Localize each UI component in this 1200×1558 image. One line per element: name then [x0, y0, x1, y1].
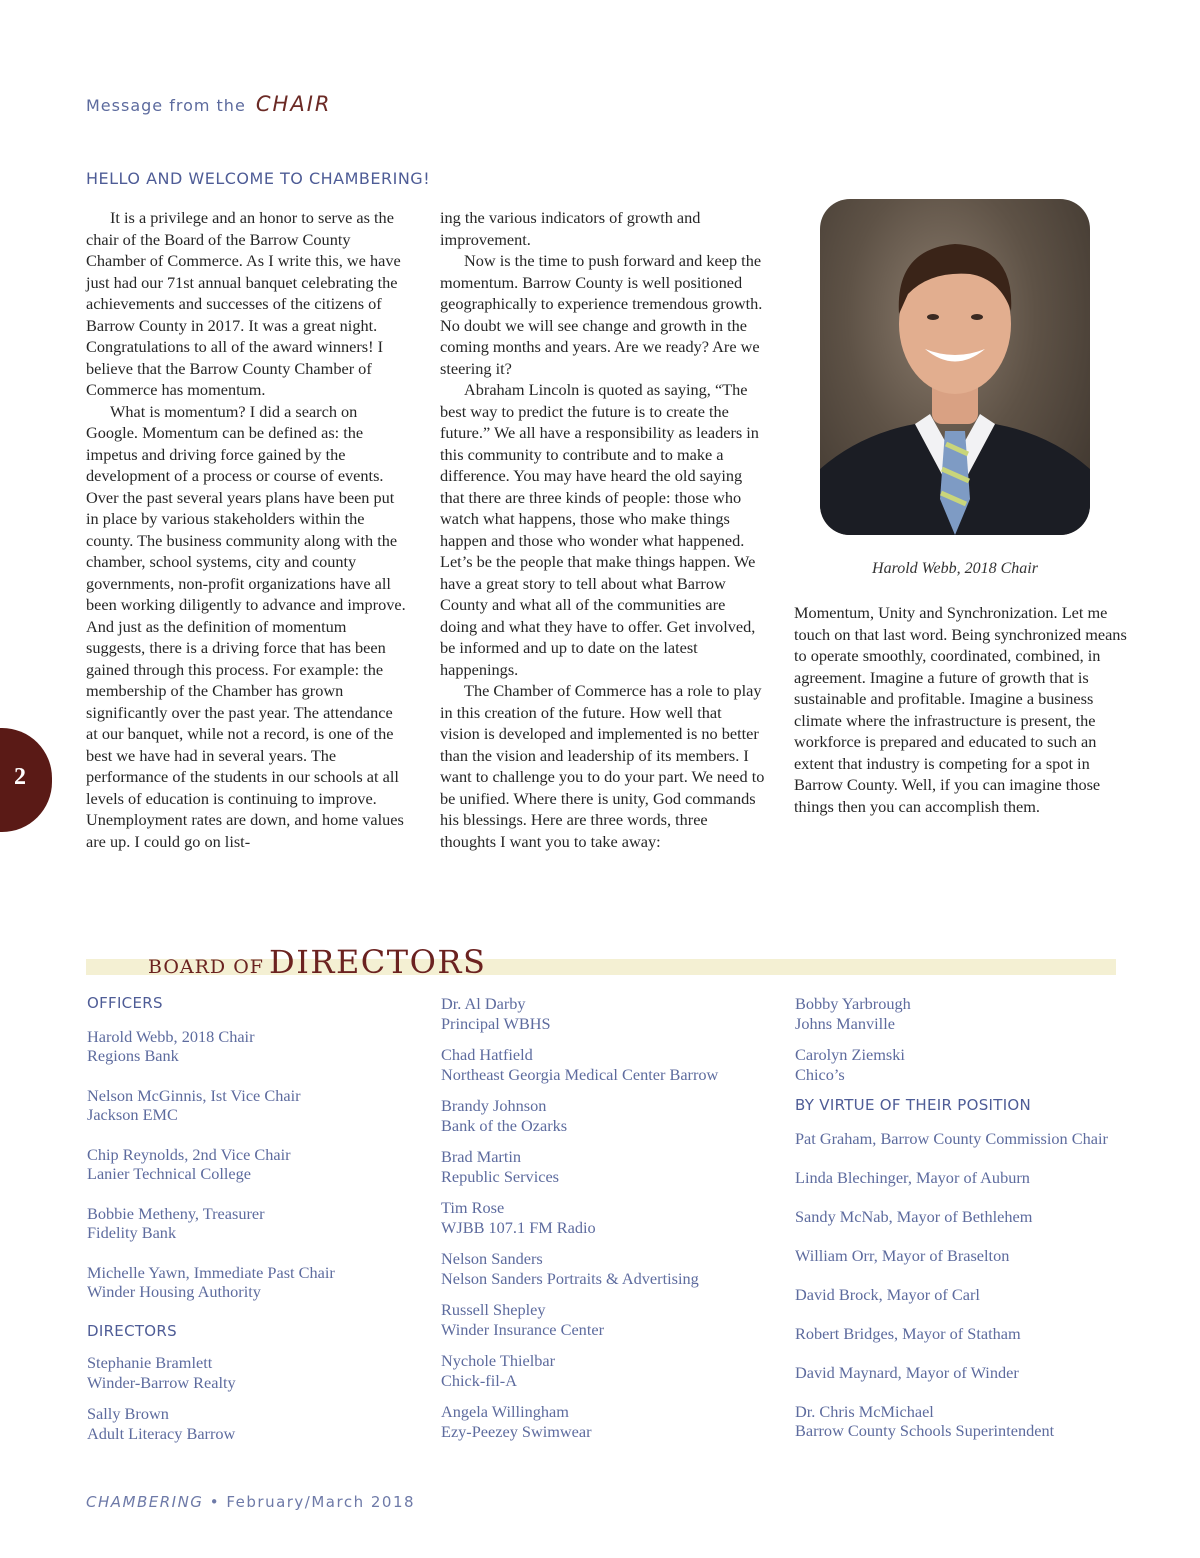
- officer-entry: [87, 1204, 417, 1243]
- officer-name: Michelle Yawn, Immediate Past Chair: [87, 1262, 335, 1282]
- kicker-emphasis: CHAIR: [255, 92, 332, 116]
- officer-entry: [87, 1027, 417, 1066]
- board-column-2: [441, 994, 771, 1441]
- kicker-text: Message from the: [86, 96, 246, 115]
- director-name: Tim Rose: [441, 1198, 505, 1217]
- director-org: Winder Insurance Center: [441, 1319, 604, 1339]
- chair-portrait-photo: [820, 199, 1090, 535]
- director-entry: [441, 994, 771, 1033]
- director-name: Sally Brown: [87, 1404, 169, 1423]
- director-entry: [795, 994, 1135, 1033]
- directors-label: DIRECTORS: [87, 1321, 177, 1340]
- director-name: Brandy Johnson: [441, 1096, 547, 1115]
- superintendent-name: Dr. Chris McMichael: [795, 1401, 934, 1421]
- director-org: Republic Services: [441, 1166, 560, 1186]
- page-number: 2: [14, 764, 26, 790]
- director-name: Angela Willingham: [441, 1402, 569, 1421]
- article-column-3: [794, 602, 1129, 817]
- issue-date: February/March 2018: [226, 1493, 416, 1511]
- virtue-entry: Sandy McNab, Mayor of Bethlehem: [795, 1206, 1033, 1226]
- director-entry: [441, 1147, 771, 1186]
- director-name: Carolyn Ziemski: [795, 1045, 905, 1064]
- director-org: Adult Literacy Barrow: [87, 1423, 236, 1443]
- page-number-tab: [0, 728, 52, 832]
- director-name: Nychole Thielbar: [441, 1351, 556, 1370]
- director-entry: [795, 1045, 1135, 1084]
- section-kicker: [86, 92, 332, 116]
- director-name: Brad Martin: [441, 1147, 522, 1166]
- article-column-1: [86, 207, 406, 852]
- officer-name: Harold Webb, 2018 Chair: [87, 1026, 255, 1046]
- director-name: Nelson Sanders: [441, 1249, 543, 1268]
- director-name: Bobby Yarbrough: [795, 994, 911, 1013]
- article-headline: HELLO AND WELCOME TO CHAMBERING!: [86, 169, 431, 188]
- paragraph: The Chamber of Commerce has a role to play in this creation of the future. How well that vision is developed and implemented is no better than the vision and leadership of its members. I want to challenge you to do your part. We need to be unified. Where there is unity, God commands his blessings. Here are three words, three thoughts I want you to take away:: [440, 681, 765, 851]
- officer-entry: [87, 1263, 417, 1302]
- director-entry: [441, 1249, 771, 1288]
- virtue-entry: David Brock, Mayor of Carl: [795, 1284, 980, 1304]
- board-title-big: DIRECTORS: [269, 943, 487, 981]
- director-org: Principal WBHS: [441, 1013, 551, 1033]
- director-entry: [441, 1300, 771, 1339]
- officer-entry: [87, 1086, 417, 1125]
- officers-label: OFFICERS: [87, 994, 163, 1012]
- board-title: [148, 943, 486, 981]
- paragraph: Now is the time to push forward and keep the momentum. Barrow County is well positioned geographically to experience tremendous growth. No doubt we will see change and growth in the coming months and years. Are we ready? Are we steering it?: [440, 251, 763, 378]
- photo-caption: Harold Webb, 2018 Chair: [872, 560, 1038, 577]
- director-org: Winder-Barrow Realty: [87, 1372, 236, 1392]
- officer-entry: [87, 1145, 417, 1184]
- director-org: WJBB 107.1 FM Radio: [441, 1217, 596, 1237]
- officer-name: Chip Reynolds, 2nd Vice Chair: [87, 1144, 291, 1164]
- officer-org: Winder Housing Authority: [87, 1282, 261, 1301]
- director-entry: [87, 1353, 417, 1392]
- superintendent-org: Barrow County Schools Superintendent: [795, 1421, 1055, 1440]
- director-entry: [87, 1404, 417, 1443]
- paragraph: Abraham Lincoln is quoted as saying, “The best way to predict the future is to create the future.” We all have a responsibility as leaders in this community to contribute and to make a difference. You may have heard the old saying that there are three kinds of people: those who watch what happens, those who make things happen and those who wonder what happened. Let’s be the people that make things happen. We have a great story to tell about what Barrow County and what all of the communities are doing and what they have to offer. Get involved, be informed and up to date on the latest happenings.: [440, 380, 759, 679]
- superintendent-entry: [795, 1402, 1135, 1441]
- paragraph: It is a privilege and an honor to serve as the chair of the Board of the Barrow County Chamber of Commerce. As I write this, we have just had our 71st annual banquet celebrating the achievements and successes of the citizens of Barrow County in 2017. It was a great night. Congratulations to all of the award winners! I believe that the Barrow County Chamber of Commerce has momentum.: [86, 208, 401, 399]
- director-entry: [441, 1402, 771, 1441]
- officer-name: Bobbie Metheny, Treasurer: [87, 1203, 265, 1223]
- director-org: Ezy-Peezey Swimwear: [441, 1421, 592, 1441]
- virtue-entry: Pat Graham, Barrow County Commission Chair: [795, 1128, 1108, 1148]
- page-footer: [86, 1493, 415, 1511]
- paragraph: Momentum, Unity and Synchronization. Let me touch on that last word. Being synchronized means to operate smoothly, coordinated, combined, in agreement. Imagine a future of growth that is sustainable and profitable. Imagine a business climate where the infrastructure is present, the workforce is prepared and educated to such an extent that industry is competing for a spot in Barrow County. Well, if you can imagine those things then you can accomplish them.: [794, 603, 1127, 816]
- article-column-2: [440, 207, 765, 852]
- officer-org: Jackson EMC: [87, 1105, 178, 1124]
- paragraph: What is momentum? I did a search on Google. Momentum can be defined as: the impetus and driving force gained by the development of a process or course of events. Over the past several years plans have been put in place by various stakeholders within the county. The business community along with the chamber, school systems, city and county governments, non-profit organizations have all been working diligently to advance and improve. And just as the definition of momentum suggests, there is a driving force that has been gained through this process. For example: the membership of the Chamber has grown significantly over the past year. The attendance at our banquet, while not a record, is one of the best we have had in several years. The performance of the students in our schools at all levels of education is continuing to improve. Unemployment rates are down, and home values are up. I could go on list-: [86, 401, 406, 851]
- director-org: Northeast Georgia Medical Center Barrow: [441, 1064, 719, 1084]
- director-entry: [441, 1351, 771, 1390]
- virtue-entry: Robert Bridges, Mayor of Statham: [795, 1323, 1021, 1343]
- officer-org: Regions Bank: [87, 1046, 179, 1065]
- director-org: Chick-fil-A: [441, 1370, 517, 1390]
- virtue-label: BY VIRTUE OF THEIR POSITION: [795, 1096, 1032, 1114]
- director-entry: [441, 1096, 771, 1135]
- footer-separator: •: [209, 1493, 221, 1511]
- director-org: Chico’s: [795, 1064, 845, 1084]
- director-name: Stephanie Bramlett: [87, 1353, 213, 1372]
- virtue-entry: William Orr, Mayor of Braselton: [795, 1245, 1010, 1265]
- portrait-illustration: [820, 199, 1090, 535]
- virtue-entry: Linda Blechinger, Mayor of Auburn: [795, 1167, 1030, 1187]
- director-org: Nelson Sanders Portraits & Advertising: [441, 1268, 699, 1288]
- director-name: Russell Shepley: [441, 1300, 546, 1319]
- paragraph: ing the various indicators of growth and improvement.: [440, 208, 701, 249]
- director-name: Dr. Al Darby: [441, 994, 526, 1013]
- magazine-name: CHAMBERING: [86, 1493, 204, 1511]
- officer-org: Fidelity Bank: [87, 1223, 177, 1242]
- director-org: Bank of the Ozarks: [441, 1115, 568, 1135]
- director-name: Chad Hatfield: [441, 1045, 533, 1064]
- director-entry: [441, 1198, 771, 1237]
- officer-org: Lanier Technical College: [87, 1164, 252, 1183]
- virtue-entry: David Maynard, Mayor of Winder: [795, 1362, 1019, 1382]
- board-title-small: BOARD OF: [148, 956, 264, 978]
- director-org: Johns Manville: [795, 1013, 895, 1033]
- director-entry: [441, 1045, 771, 1084]
- officer-name: Nelson McGinnis, Ist Vice Chair: [87, 1085, 301, 1105]
- board-column-3: [795, 994, 1135, 1441]
- board-column-1: [87, 994, 417, 1443]
